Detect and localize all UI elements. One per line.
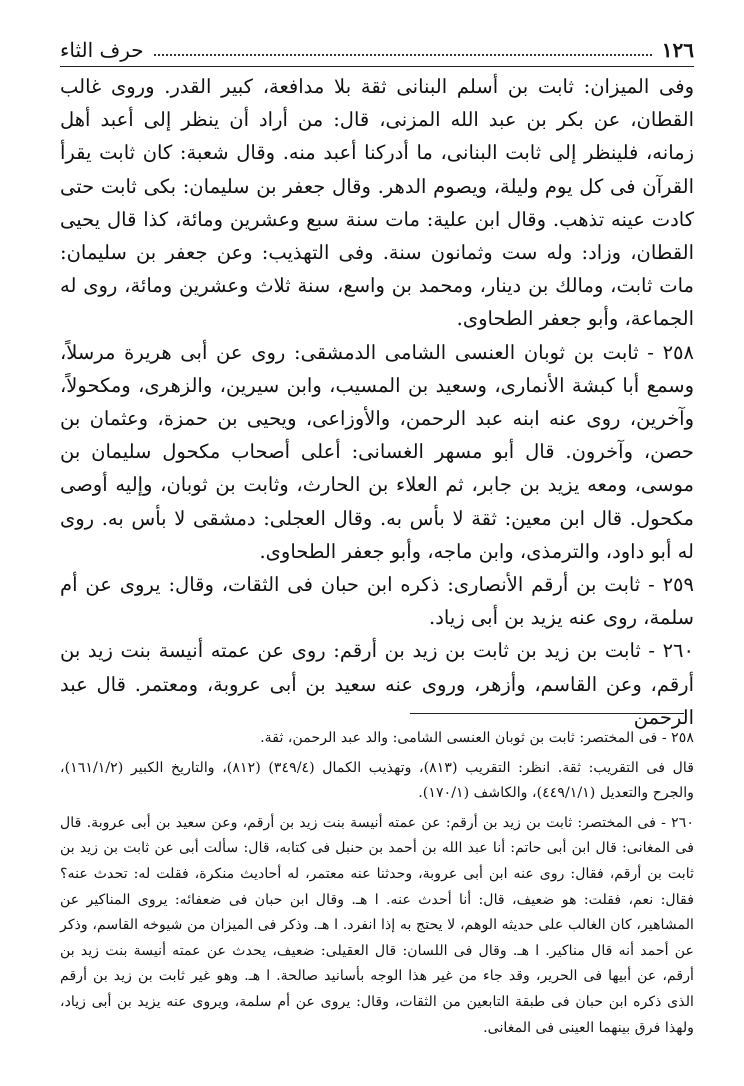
footnote-258-refs: قال فى التقريب: ثقة. انظر: التقريب (٨١٣)، وتهذيب الكمال (٣٤٩/٤) (٨١٢)، والتاريخ الكبير (١٦١/١/٢)، والجرح والتعديل (٤٤٩/١/١)، والكاشف (١٧٠/١). [60,759,694,802]
footnotes [60,726,694,1045]
entry-260: ٢٦٠ - ثابت بن زيد بن ثابت بن زيد بن أرقم: روى عن عمته أنيسة بنت زيد بن أرقم، وعن القاسم، وأزهر، وروى عنه سعيد بن أبى عروبة، ومعتمر. قال عبد الرحمن [60,639,694,729]
entry-259: ٢٥٩ - ثابت بن أرقم الأنصارى: ذكره ابن حبان فى الثقات، وقال: يروى عن أم سلمة، روى عنه يزيد بن أبى زياد. [60,573,694,630]
main-text [60,70,694,734]
dotted-leader [154,44,652,56]
paragraph-mizan: وفى الميزان: ثابت بن أسلم البنانى ثقة بلا مدافعة، كبير القدر. وروى غالب القطان، عن بكر بن عبد الله المزنى، قال: من أراد أن ينظر إلى أعبد أهل زمانه، فلينظر إلى ثابت البنانى، ما أدركنا أعبد منه. وقال شعبة: كان ثابت يقرأ القرآن فى كل يوم وليلة، ويصوم الدهر. وقال جعفر بن سليمان: بكى ثابت حتى كادت عينه تذهب. وقال ابن علية: مات سنة سبع وعشرين ومائة، كذا قال يحيى القطان، وزاد: وله ست وثمانون سنة. وفى التهذيب: وعن جعفر بن سليمان: مات ثابت، ومالك بن دينار، ومحمد بن واسع، سنة ثلاث وعشرين ومائة، روى له الجماعة، وأبو جعفر الطحاوى. [60,75,694,331]
footnote-258: ٢٥٨ - فى المختصر: ثابت بن ثوبان العنسى الشامى: والد عبد الرحمن، ثقة. [260,730,694,746]
footnote-rule [410,713,684,714]
section-title: حرف الثاء [60,38,144,62]
footnote-260: ٢٦٠ - فى المختصر: ثابت بن زيد بن أرقم: عن عمته أنيسة بنت زيد بن أرقم، وعن سعيد بن أبى عروبة. قال فى المغانى: قال ابن أبى حاتم: أنا عبد الله بن أحمد بن حنبل فى كتابه، قال: سألت أبى عن ثابت بن زيد بن ثابت بن أرقم، فقال: روى عنه ابن أبى عروبة، وحدثنا عنه معتمر، له أحاديث منكرة، فقلت له: تحدث عنه؟ فقال: نعم، فقلت: هو ضعيف، قال: أنا أحدث عنه. ا هـ. وقال ابن حبان فى ضعفائه: يروى المناكير عن المشاهير، كان الغالب على حديثه الوهم، لا يحتج به إذا انفرد. ا هـ. وذكر فى الميزان من شيوخه القاسم، وذكر عن أحمد أنه قال مناكير. ا هـ. وقال فى اللسان: قال العقيلى: ضعيف، يحدث عن عمته أنيسة بنت زيد بن أرقم، عن أبيها فى الحرير، وقد جاء من غير هذا الوجه بأسانيد صالحة. ا هـ. وهو غير ثابت بن زيد بن أرقم الذى ذكره ابن حبان فى طبقة التابعين من الثقات، وقال: يروى عن أم سلمة، ويروى عنه يزيد بن أبى زياد، ولهذا فرق بينهما العينى فى المغانى. [60,814,694,1036]
page-number: ١٢٦ [661,38,694,62]
running-header [60,36,694,64]
entry-258: ٢٥٨ - ثابت بن ثوبان العنسى الشامى الدمشقى: روى عن أبى هريرة مرسلاً، وسمع أبا كبشة الأنمارى، وسعيد بن المسيب، وابن سيرين، والزهرى، ومكحولاً، وآخرين، روى عنه ابنه عبد الرحمن، والأوزاعى، ويحيى بن حمزة، وعثمان بن حصن، وآخرون. قال أبو مسهر الغسانى: أعلى أصحاب مكحول سليمان بن موسى، ومعه يزيد بن جابر، ثم العلاء بن الحارث، وثابت بن ثوبان، وإليه أوصى مكحول. قال ابن معين: ثقة لا بأس به. وقال العجلى: دمشقى لا بأس به. روى له أبو داود، والترمذى، وابن ماجه، وأبو جعفر الطحاوى. [60,340,694,563]
header-rule [60,66,694,67]
